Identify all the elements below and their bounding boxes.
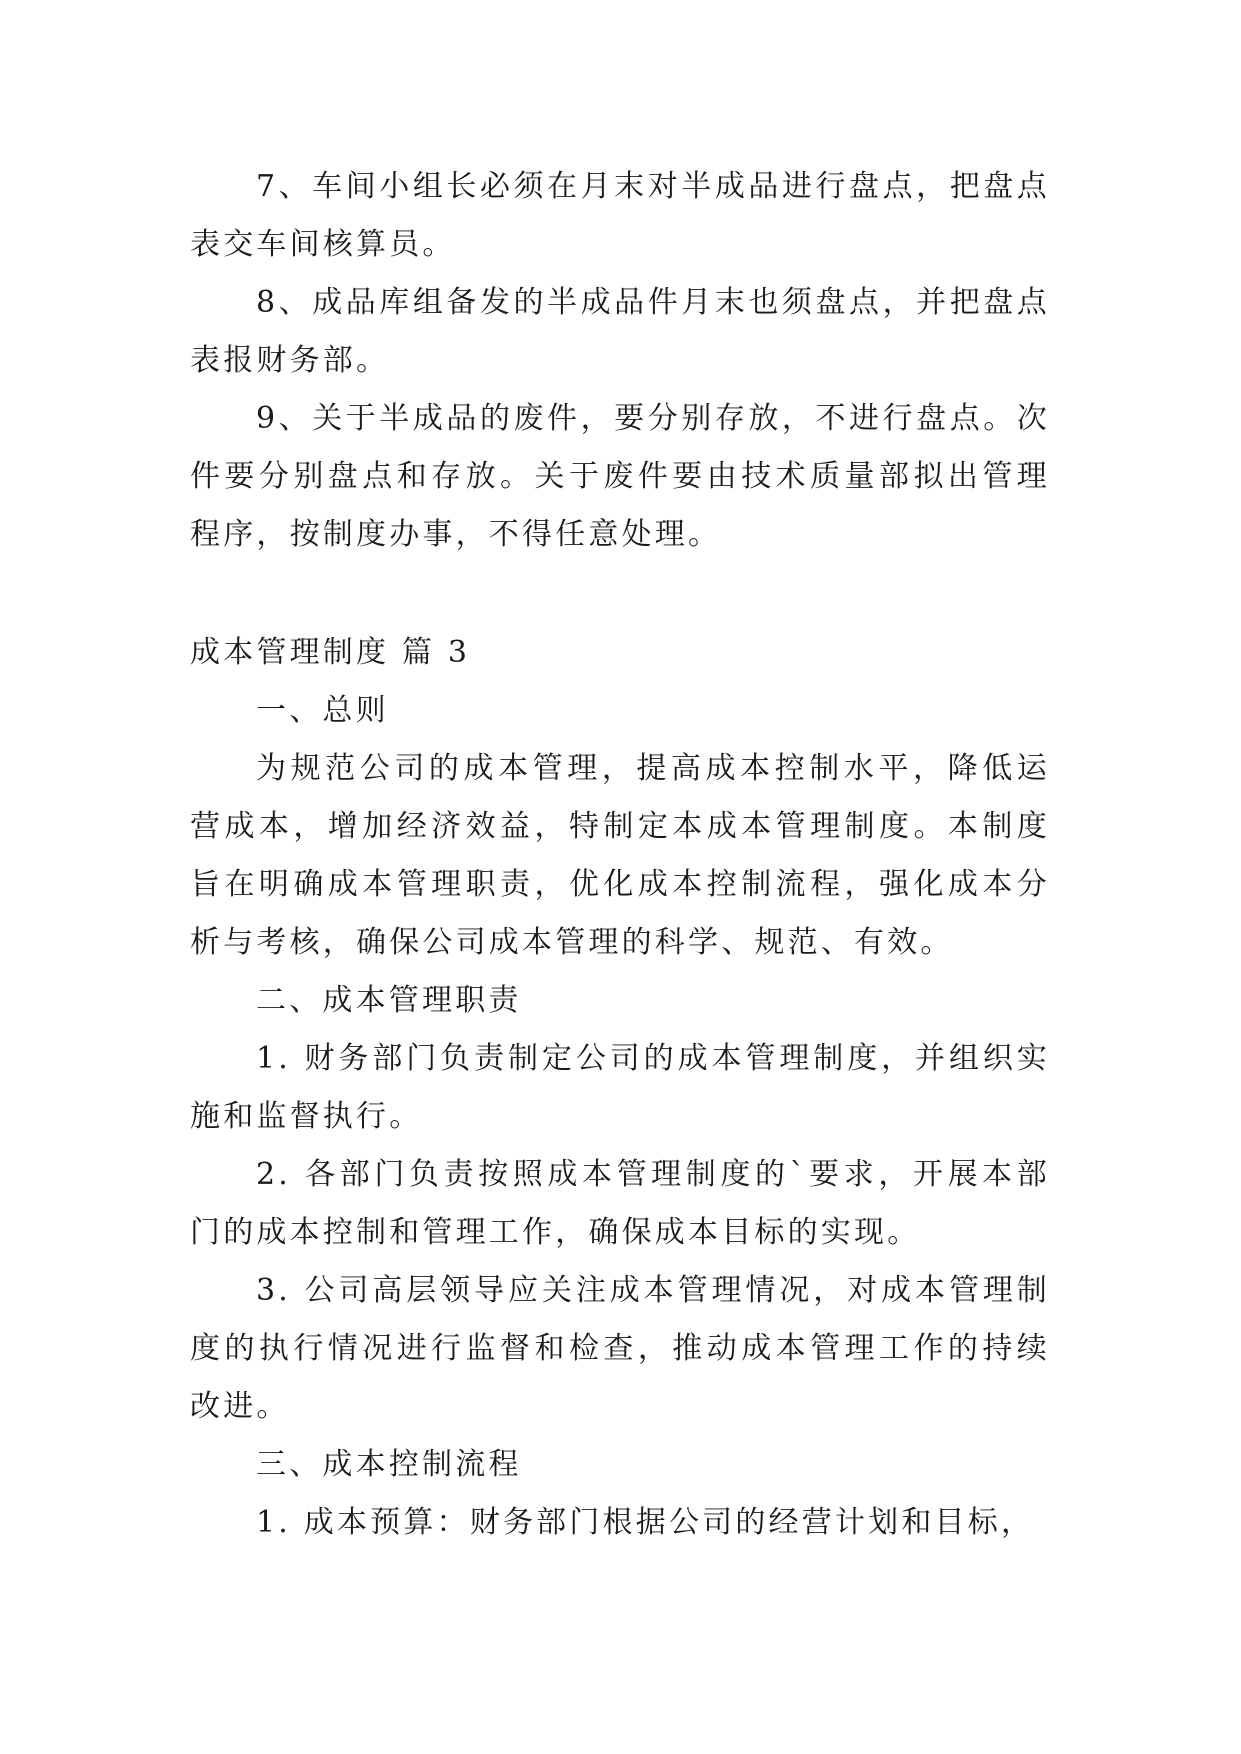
paragraph-9: 9、关于半成品的废件，要分别存放，不进行盘点。次件要分别盘点和存放。关于废件要由技术质量部拟出管理程序，按制度办事，不得任意处理。 [190,401,1050,552]
heading-responsibilities: 二、成本管理职责 [256,983,522,1018]
responsibility-item-1: 1. 财务部门负责制定公司的成本管理制度，并组织实施和监督执行。 [190,1041,1050,1134]
paragraph-8: 8、成品库组备发的半成品件月末也须盘点，并把盘点表报财务部。 [190,285,1050,378]
responsibility-item-2: 2. 各部门负责按照成本管理制度的`要求，开展本部门的成本控制和管理工作，确保成本目标的实现。 [190,1157,1050,1250]
section-spacer [190,564,1050,624]
paragraph-7: 7、车间小组长必须在月末对半成品进行盘点，把盘点表交车间核算员。 [190,169,1050,262]
heading-general-provisions: 一、总则 [256,693,389,728]
section-title: 成本管理制度 篇 3 [190,635,471,670]
responsibility-item-3: 3. 公司高层领导应关注成本管理情况，对成本管理制度的执行情况进行监督和检查，推动成本管理工作的持续改进。 [190,1273,1050,1424]
heading-control-process: 三、成本控制流程 [256,1447,522,1482]
paragraph-purpose: 为规范公司的成本管理，提高成本控制水平，降低运营成本，增加经济效益，特制定本成本管理制度。本制度旨在明确成本管理职责，优化成本控制流程，强化成本分析与考核，确保公司成本管理的科学、规范、有效。 [190,751,1050,960]
process-item-1: 1. 成本预算：财务部门根据公司的经营计划和目标， [256,1505,1035,1540]
document-body [190,158,1050,1552]
